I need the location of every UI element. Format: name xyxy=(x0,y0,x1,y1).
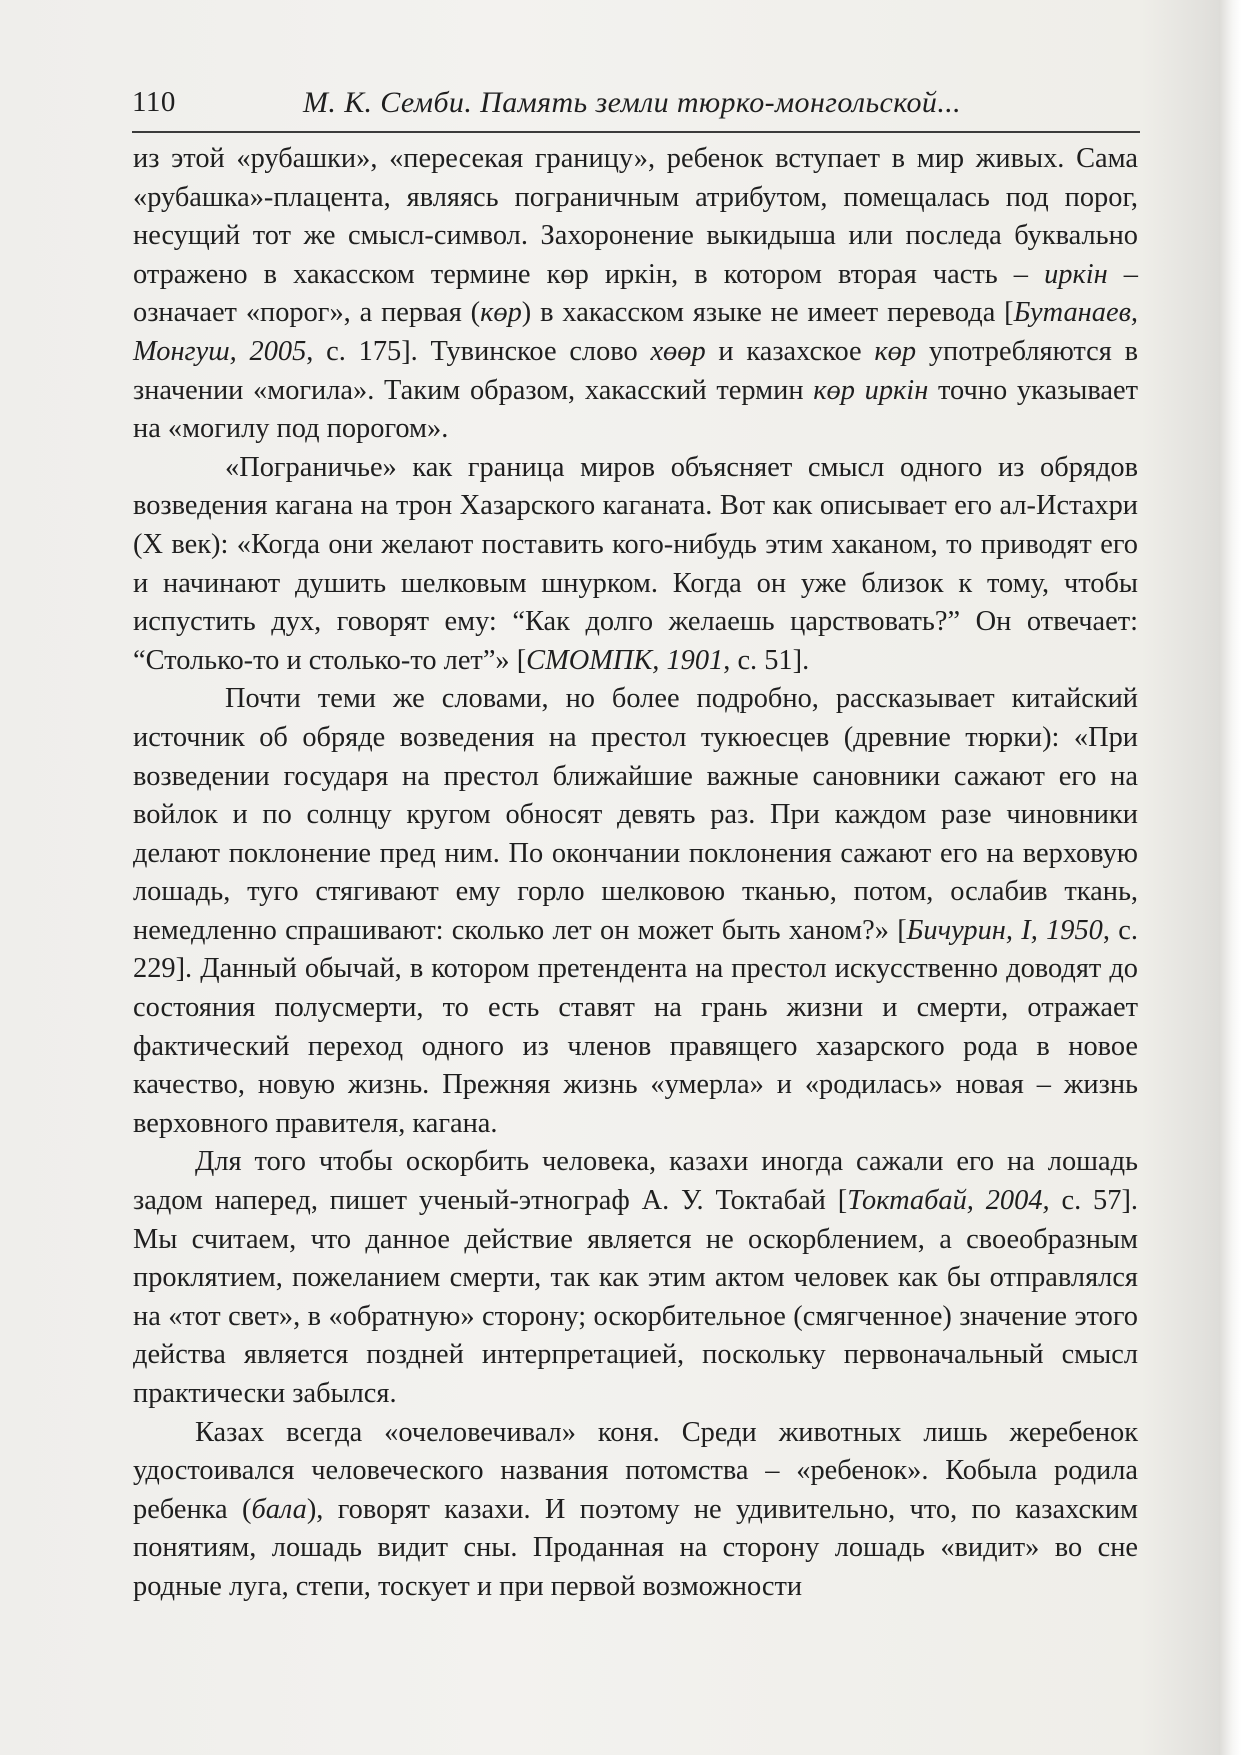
text-run: – означает «порог», а первая ( xyxy=(133,258,1138,329)
text-run: Казах всегда «очеловечивал» коня. Среди животных лишь жеребенок удостоивался человеческого названия потомства – «ребенок». Кобыла родила ребенка ( xyxy=(133,1416,1138,1525)
text-run: Для того чтобы оскорбить человека, казахи иногда сажали его на лошадь задом наперед, пишет ученый-этнограф А. У. Токтабай [ xyxy=(133,1146,1138,1217)
italic-text: көр иркін xyxy=(813,374,929,406)
paragraph xyxy=(133,449,1138,681)
italic-text: Бутанаев, Монгуш, 2005 xyxy=(133,297,1138,367)
paragraph xyxy=(133,1414,1138,1607)
page-edge-shadow xyxy=(1219,0,1241,1755)
text-run: «Пограничье» как граница миров объясняет смысл одного из обрядов возведения кагана на трон Хазарского каганата. Вот как описывает его ал-Истахри (X век): «Когда они желают поставить кого-нибудь этим хаканом, то приводят его и начинают душить шелковым шнурком. Когда он уже близок к тому, чтобы испустить дух, говорят ему: “Как долго желаешь царствовать?” Он отвечает: “Столько-то и столько-то лет”» [ xyxy=(133,451,1138,676)
running-title: М. К. Семби. Память земли тюрко-монгольской... xyxy=(303,86,962,119)
text-run: употребляются в значении «могила». Таким образом, хакасский термин xyxy=(133,335,1138,406)
text-run: ) в хакасском языке не имеет перевода [ xyxy=(521,297,1014,329)
text-run: , с. 175]. Тувинское слово xyxy=(306,335,651,367)
italic-text: СМОМПК, 1901 xyxy=(526,644,724,676)
italic-text: Токтабай, 2004, xyxy=(847,1185,1050,1217)
header-rule xyxy=(132,131,1140,133)
text-run: из этой «рубашки», «пересекая границу», ребенок вступает в мир живых. Сама «рубашка»-плацента, являясь пограничным атрибутом, помещалась под порог, несущий тот же смысл-символ. Захоронение выкидыша или последа буквально отражено в хакасском термине көр иркін, в котором вторая часть – xyxy=(133,143,1138,290)
text-run: с. 57]. Мы считаем, что данное действие является не оскорблением, а своеобразным проклятием, пожеланием смерти, так как этим актом человек как бы отправлялся на «тот свет», в «обратную» сторону; оскорбительное (смягченное) значение этого действа является поздней интерпретацией, поскольку первоначальный смысл практически забылся. xyxy=(133,1185,1138,1409)
text-run: , с. 229]. Данный обычай, в котором претендента на престол искусственно доводят до состояния полусмерти, то есть ставят на грань жизни и смерти, отражает фактический переход одного из членов правящего хазарского рода в новое качество, новую жизнь. Прежняя жизнь «умерла» и «родилась» новая – жизнь верховного правителя, кагана. xyxy=(133,914,1138,1139)
paragraph xyxy=(133,680,1138,1143)
italic-text: көр xyxy=(480,297,522,329)
paragraph xyxy=(133,1143,1138,1413)
paragraph xyxy=(133,140,1138,449)
italic-text: иркін xyxy=(1044,258,1108,290)
page-number: 110 xyxy=(132,86,176,118)
text-run: , с. 51]. xyxy=(723,644,810,676)
italic-text: көр xyxy=(874,335,917,367)
italic-text: Бичурин, I, 1950 xyxy=(906,914,1103,946)
text-run: точно указывает на «могилу под порогом». xyxy=(133,374,1138,445)
text-run: Почти теми же словами, но более подробно, рассказывает китайский источник об обряде возведения на престол тукюесцев (древние тюрки): «При возведении государя на престол ближайшие важные сановники сажают его на войлок и по солнцу кругом обносят девять раз. При каждом разе чиновники делают поклонение пред ним. По окончании поклонения сажают его на верховую лошадь, туго стягивают ему горло шелковою тканью, потом, ослабив ткань, немедленно спрашивают: сколько лет он может быть ханом?» [ xyxy=(133,683,1138,946)
italic-text: хөөр xyxy=(650,335,706,367)
text-run: и казахское xyxy=(705,335,875,367)
text-run: ), говорят казахи. И поэтому не удивительно, что, по казахским понятиям, лошадь видит сны. Проданная на сторону лошадь «видит» во сне родные луга, степи, тоскует и при первой возможности xyxy=(133,1493,1139,1602)
body-text xyxy=(133,140,1138,1607)
italic-text: бала xyxy=(251,1493,307,1525)
page-header xyxy=(130,86,1140,126)
